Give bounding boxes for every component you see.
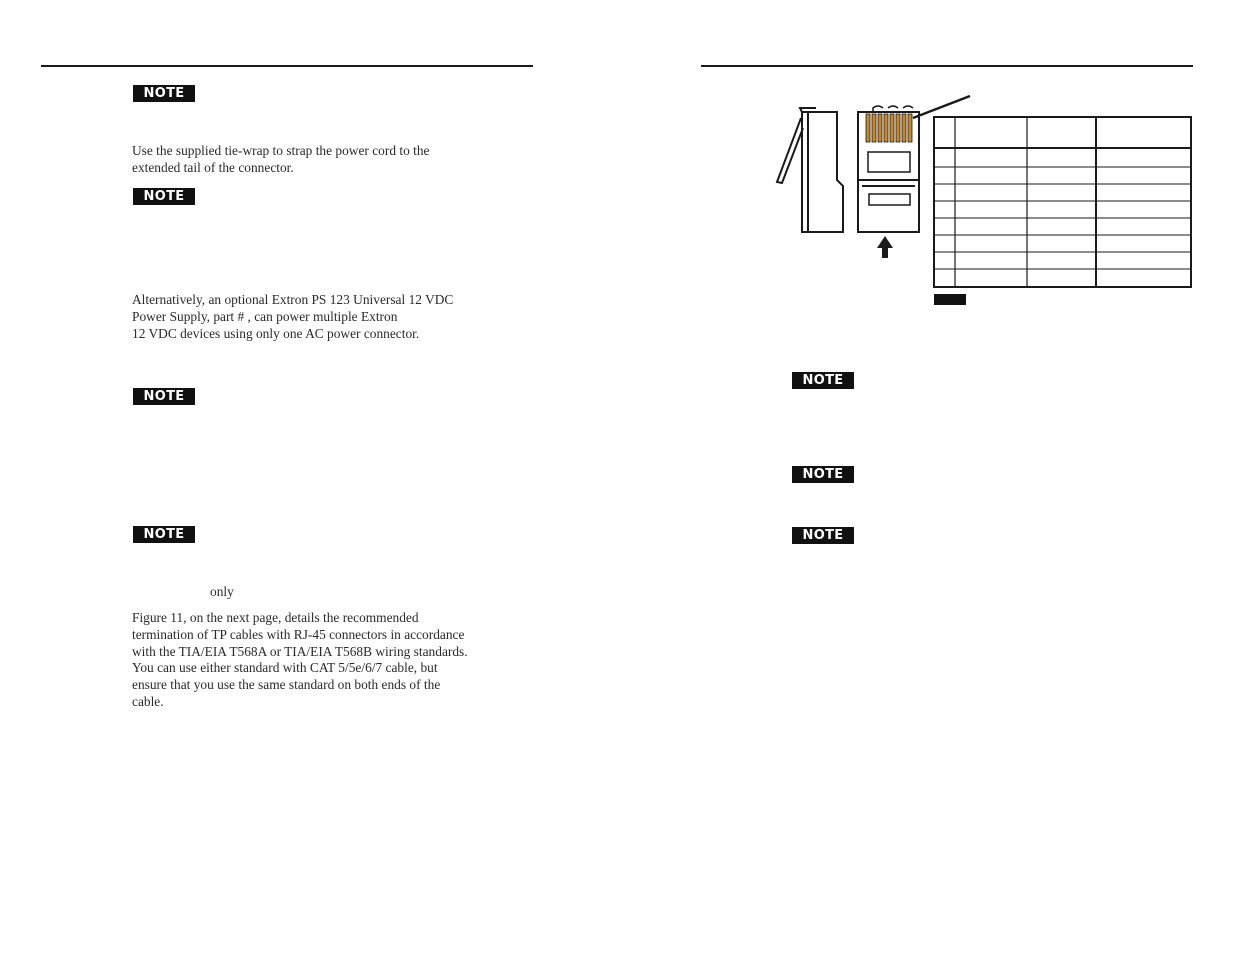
note-badge: NOTE bbox=[133, 85, 195, 102]
note-badge: NOTE bbox=[133, 388, 195, 405]
figure-reference-paragraph: Figure 11, on the next page, details the recommended termination of TP cables with RJ-45 connectors in accordance with the TIA/EIA T568A or TIA/EIA T568B wiring standards. You can use either standard with CAT 5/5e/6/7 cable, but ensure that you use the same standard on both ends of the cable. bbox=[132, 610, 468, 709]
note-badge: NOTE bbox=[792, 372, 854, 389]
legend-swatch bbox=[934, 294, 966, 305]
leader-line bbox=[913, 96, 970, 118]
tie-wrap-paragraph: Use the supplied tie-wrap to strap the power cord to the extended tail of the connector. bbox=[132, 143, 430, 175]
rj45-pins bbox=[866, 114, 912, 142]
power-supply-paragraph: Alternatively, an optional Extron PS 123 Universal 12 VDC Power Supply, part # , can power multiple Extron 12 VDC devices using only one AC power connector. bbox=[132, 292, 454, 341]
rj45-side-view bbox=[777, 108, 843, 232]
only-emphasis: only bbox=[210, 584, 234, 599]
note-badge: NOTE bbox=[133, 188, 195, 205]
note-badge: NOTE bbox=[133, 526, 195, 543]
arrow-up-icon bbox=[877, 236, 893, 258]
note-badge: NOTE bbox=[792, 527, 854, 544]
note-badge: NOTE bbox=[792, 466, 854, 483]
pinout-table bbox=[934, 117, 1191, 287]
